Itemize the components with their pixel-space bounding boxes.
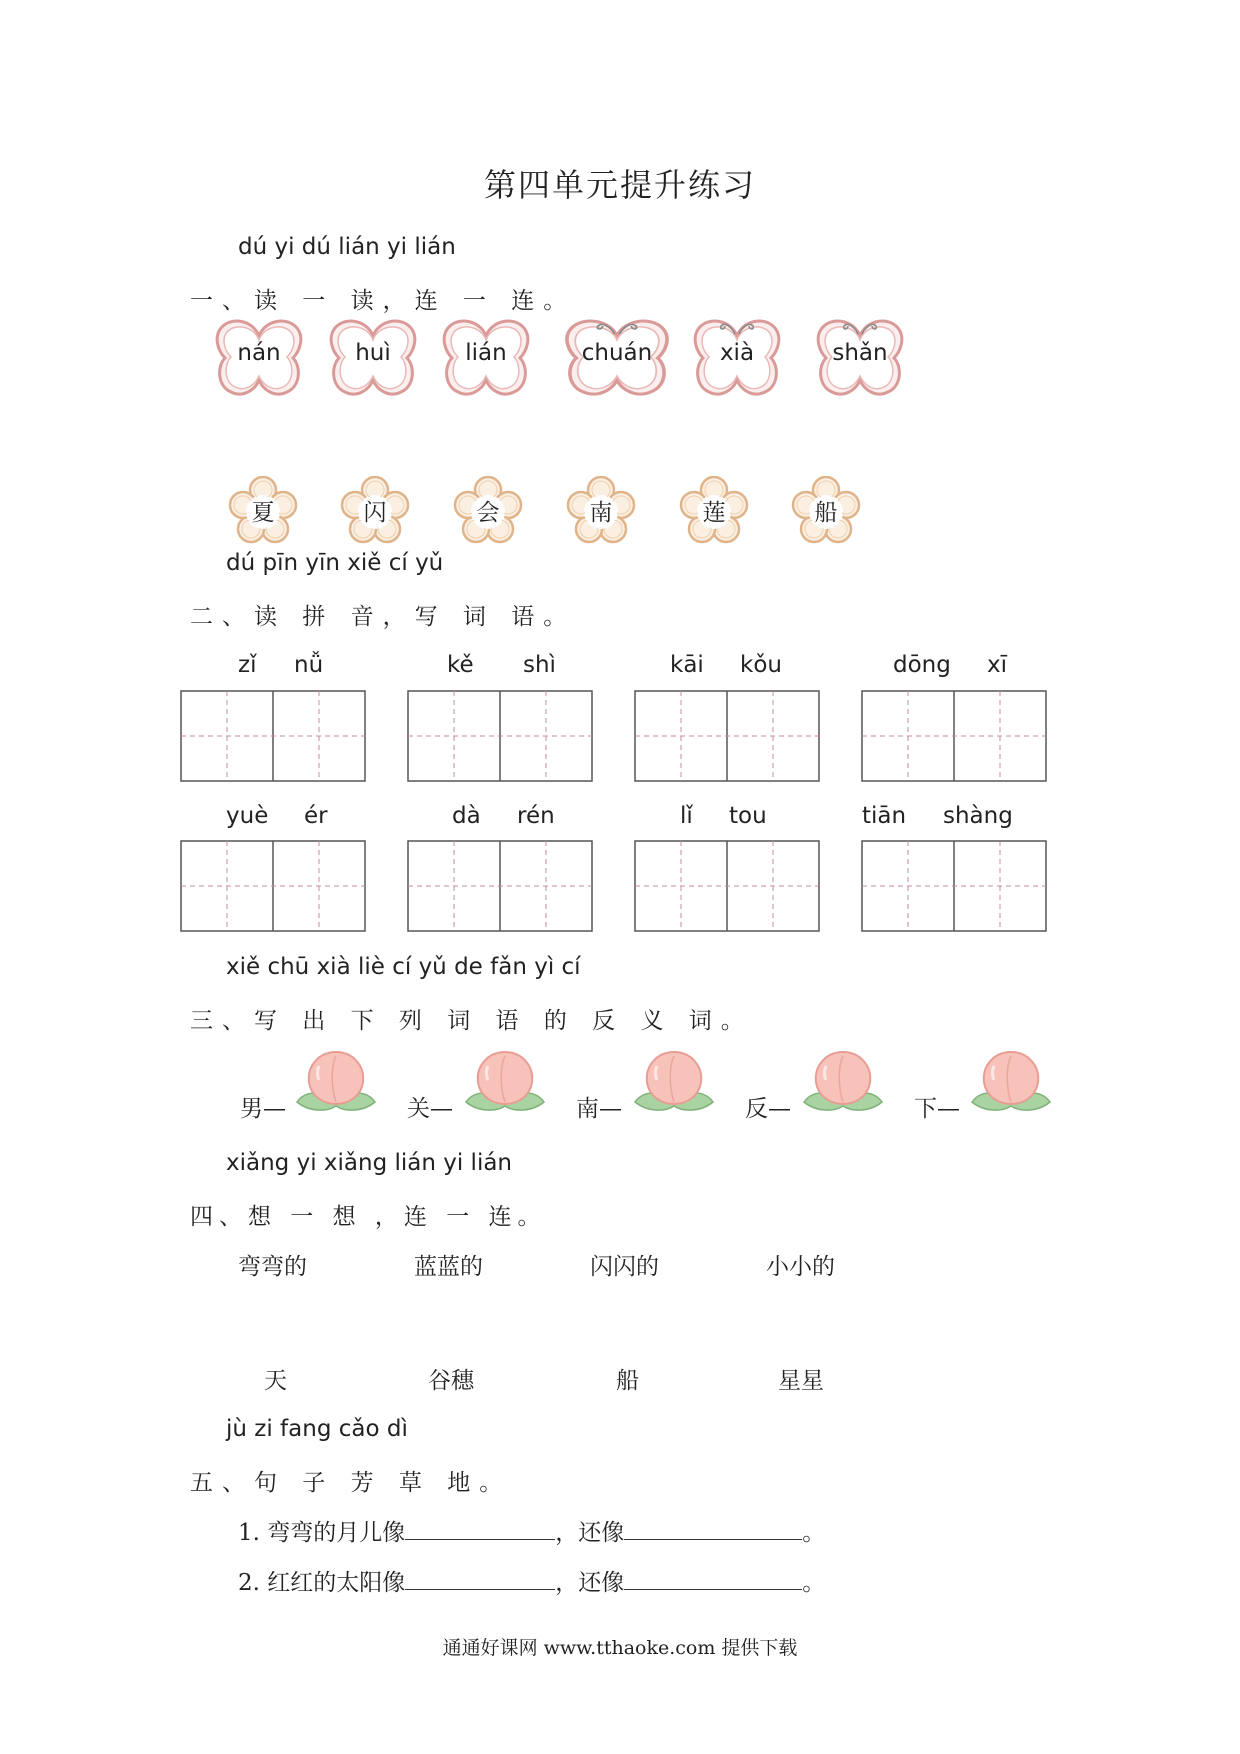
butterfly-pinyin: shǎn [832, 340, 888, 366]
match-adjective[interactable]: 小小的 [766, 1254, 835, 1280]
pinyin-syllable: xī [987, 652, 1008, 678]
pinyin-syllable: dōng [893, 652, 951, 678]
peach-answer-icon[interactable] [631, 1048, 717, 1116]
sentence-1-middle: ，还像 [555, 1520, 625, 1546]
section2-heading: 二、读 拼 音，写 词 语。 [190, 604, 576, 630]
section5-heading: 五、句 子 芳 草 地。 [190, 1470, 512, 1496]
section3-pinyin: xiě chū xià liè cí yǔ de fǎn yì cí [226, 954, 581, 980]
sentence-1-blank-1[interactable] [405, 1517, 555, 1540]
pinyin-syllable: yuè [226, 803, 269, 829]
writing-grid[interactable] [407, 690, 593, 782]
pinyin-syllable: shàng [943, 803, 1013, 829]
pinyin-syllable: kě [447, 652, 474, 678]
flower-card[interactable] [791, 476, 861, 546]
butterfly-card[interactable] [327, 314, 419, 400]
writing-grid[interactable] [180, 840, 366, 932]
page-title: 第四单元提升练习 [483, 166, 756, 204]
sentence-1 [238, 1514, 825, 1547]
flower-character: 夏 [251, 500, 275, 526]
flower-character: 闪 [363, 500, 387, 526]
butterfly-card[interactable] [213, 314, 305, 400]
sentence-1-blank-2[interactable] [624, 1517, 802, 1540]
flower-card[interactable] [566, 476, 636, 546]
match-adjective[interactable]: 蓝蓝的 [414, 1254, 483, 1280]
flower-character: 会 [476, 500, 500, 526]
sentence-2-blank-1[interactable] [405, 1567, 555, 1590]
flower-card[interactable] [453, 476, 523, 546]
flower-card[interactable] [679, 476, 749, 546]
pinyin-syllable: ér [304, 803, 328, 829]
writing-grid[interactable] [634, 840, 820, 932]
section3-heading: 三、写 出 下 列 词 语 的 反 义 词。 [190, 1008, 753, 1034]
peach-answer-icon[interactable] [968, 1048, 1054, 1116]
writing-grid[interactable] [861, 840, 1047, 932]
pinyin-syllable: rén [517, 803, 555, 829]
section4-heading: 四、想 一 想 ，连 一 连。 [190, 1204, 547, 1230]
butterfly-card[interactable] [562, 314, 672, 400]
peach-answer-icon[interactable] [293, 1048, 379, 1116]
antonym-word: 关— [407, 1096, 453, 1122]
match-noun[interactable]: 谷穗 [428, 1368, 474, 1394]
match-adjective[interactable]: 弯弯的 [238, 1254, 307, 1280]
sentence-2 [238, 1564, 825, 1597]
butterfly-card[interactable] [440, 314, 532, 400]
match-noun[interactable]: 船 [616, 1368, 639, 1394]
pinyin-syllable: kāi [670, 652, 704, 678]
pinyin-syllable: dà [452, 803, 481, 829]
flower-card[interactable] [340, 476, 410, 546]
section2-pinyin: dú pīn yīn xiě cí yǔ [226, 550, 444, 576]
flower-character: 船 [814, 500, 838, 526]
butterfly-card[interactable] [691, 314, 783, 400]
match-noun[interactable]: 星星 [778, 1368, 824, 1394]
peach-answer-icon[interactable] [462, 1048, 548, 1116]
butterfly-pinyin: xià [719, 340, 755, 366]
pinyin-syllable: tiān [862, 803, 907, 829]
flower-card[interactable] [228, 476, 298, 546]
pinyin-syllable: shì [523, 652, 556, 678]
flower-character: 莲 [702, 500, 726, 526]
match-adjective[interactable]: 闪闪的 [590, 1254, 659, 1280]
pinyin-syllable: nǚ [294, 652, 324, 678]
flower-character: 南 [589, 500, 613, 526]
writing-grid[interactable] [634, 690, 820, 782]
pinyin-syllable: zǐ [238, 652, 257, 678]
butterfly-card[interactable] [814, 314, 906, 400]
sentence-1-end: 。 [802, 1520, 826, 1546]
sentence-2-blank-2[interactable] [624, 1567, 802, 1590]
section1-heading: 一、读 一 读，连 一 连。 [190, 288, 576, 314]
section1-pinyin: dú yi dú lián yi lián [238, 234, 456, 260]
section4-pinyin: xiǎng yi xiǎng lián yi lián [226, 1150, 513, 1176]
pinyin-syllable: lǐ [680, 803, 693, 829]
sentence-2-end: 。 [802, 1570, 826, 1596]
sentence-1-start: 1. 弯弯的月儿像 [238, 1520, 406, 1546]
match-noun[interactable]: 天 [264, 1368, 287, 1394]
butterfly-pinyin: chuán [581, 340, 653, 366]
sentence-2-start: 2. 红红的太阳像 [238, 1570, 406, 1596]
sentence-2-middle: ，还像 [555, 1570, 625, 1596]
butterfly-pinyin: nán [237, 340, 281, 366]
antonym-word: 南— [576, 1096, 622, 1122]
peach-answer-icon[interactable] [800, 1048, 886, 1116]
antonym-word: 下— [914, 1096, 960, 1122]
section5-pinyin: jù zi fang cǎo dì [226, 1416, 408, 1442]
butterfly-pinyin: lián [465, 340, 507, 366]
antonym-word: 反— [745, 1096, 791, 1122]
writing-grid[interactable] [407, 840, 593, 932]
antonym-word: 男— [240, 1096, 286, 1122]
pinyin-syllable: tou [729, 803, 767, 829]
writing-grid[interactable] [180, 690, 366, 782]
pinyin-syllable: kǒu [740, 652, 782, 678]
butterfly-pinyin: huì [355, 340, 391, 366]
footer-credit: 通通好课网 www.tthaoke.com 提供下载 [442, 1637, 798, 1659]
writing-grid[interactable] [861, 690, 1047, 782]
